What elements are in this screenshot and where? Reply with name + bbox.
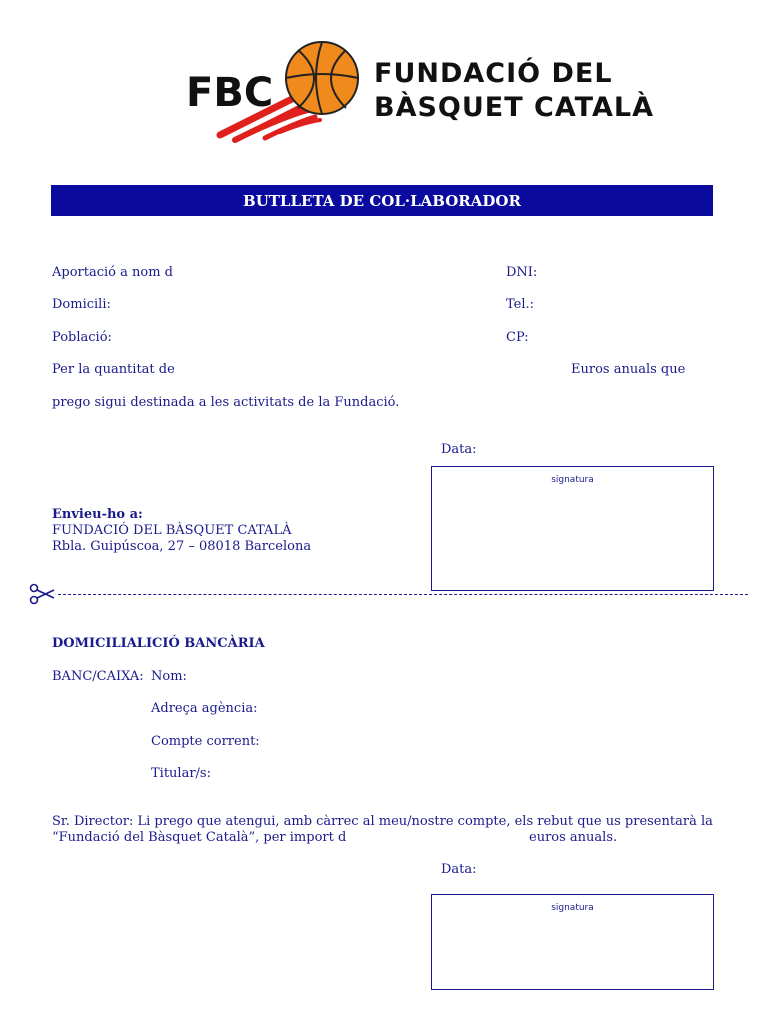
- bank-compte-label: Compte corrent:: [151, 734, 260, 749]
- dni-label: DNI:: [506, 265, 538, 280]
- poblacio-label: Població:: [52, 330, 112, 345]
- bank-date-label: Data:: [441, 862, 477, 877]
- director-text-line-2: “Fundació del Bàsquet Català”, per import d: [52, 830, 347, 845]
- bank-signature-label: signatura: [551, 903, 594, 913]
- bank-titular-label: Titular/s:: [151, 766, 211, 781]
- logo-line-1: FUNDACIÓ DEL: [374, 58, 613, 89]
- form-title-bar: [51, 185, 713, 216]
- bank-signature-box[interactable]: [431, 894, 714, 990]
- signature-box[interactable]: [431, 466, 714, 591]
- bank-heading: DOMICILIALICIÓ BANCÀRIA: [52, 636, 265, 651]
- bank-nom-label: Nom:: [151, 669, 187, 684]
- euros-anuals-label: Euros anuals que: [571, 362, 686, 377]
- logo-acronym: FBC: [186, 70, 274, 116]
- banc-caixa-label: BANC/CAIXA:: [52, 669, 144, 684]
- aportacio-label: Aportació a nom d: [52, 265, 173, 280]
- cp-label: CP:: [506, 330, 529, 345]
- bank-adreca-label: Adreça agència:: [151, 701, 258, 716]
- signature-label: signatura: [551, 475, 594, 485]
- send-to-name: FUNDACIÓ DEL BÀSQUET CATALÀ: [52, 523, 292, 538]
- send-to-heading: Envieu-ho a:: [52, 507, 143, 522]
- director-text-line-1: Sr. Director: Li prego que atengui, amb càrrec al meu/nostre compte, els rebut que us presentarà la: [52, 814, 713, 829]
- cut-line: [58, 594, 748, 595]
- foundation-logo: [180, 40, 660, 150]
- scissors-icon: [29, 583, 55, 605]
- director-euros-anuals: euros anuals.: [529, 830, 618, 845]
- form-title: BUTLLETA DE COL·LABORADOR: [243, 191, 521, 210]
- quantitat-label: Per la quantitat de: [52, 362, 175, 377]
- send-to-address: Rbla. Guipúscoa, 27 – 08018 Barcelona: [52, 539, 312, 554]
- domicili-label: Domicili:: [52, 297, 111, 312]
- destinada-text: prego sigui destinada a les activitats de la Fundació.: [52, 395, 400, 410]
- tel-label: Tel.:: [506, 297, 535, 312]
- date-label: Data:: [441, 442, 477, 457]
- logo-line-2: BÀSQUET CATALÀ: [374, 92, 654, 123]
